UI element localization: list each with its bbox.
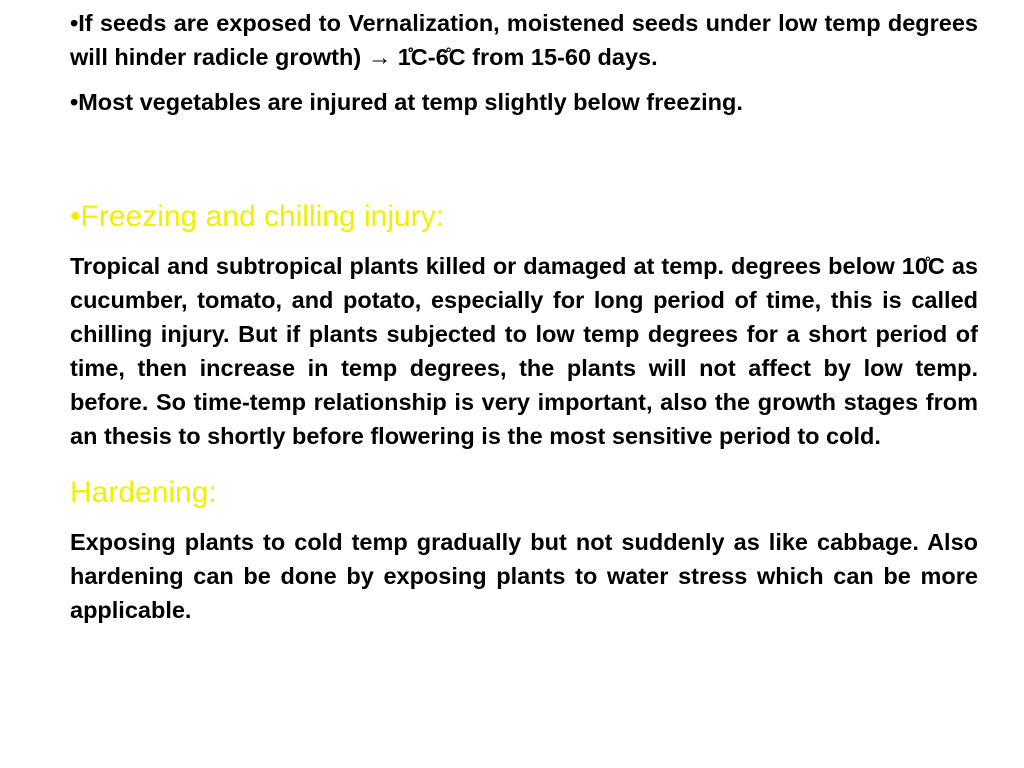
bullet-icon: •	[70, 10, 79, 36]
hardening-paragraph: Exposing plants to cold temp gradually but not suddenly as like cabbage. Also hardening can be done by exposing plants to water stress which can be more applicable.	[70, 529, 978, 623]
bullet-vernalization-text: If seeds are exposed to Vernalization, moistened seeds under low temp degrees will hinder radicle growth) → 1̊̊̊C-6̊C from 15-60 days.	[70, 10, 978, 70]
slide-content	[70, 6, 978, 627]
bullet-freezing-injury-text: Most vegetables are injured at temp slightly below freezing.	[78, 89, 743, 115]
bullet-icon: •	[70, 89, 79, 115]
bullet-freezing-injury	[70, 85, 978, 119]
bullet-icon: •	[70, 200, 81, 233]
chilling-injury-paragraph: Tropical and subtropical plants killed or damaged at temp. degrees below 10̊C as cucumber, tomato, and potato, especially for long period of time, this is called chilling injury. But if plants subjected to low temp degrees for a short period of time, then increase in temp degrees, the plants will not affect by low temp. before. So time-temp relationship is very important, also the growth stages from an thesis to shortly before flowering is the most sensitive period to cold.	[70, 253, 978, 449]
bullet-vernalization	[70, 6, 978, 74]
heading-freezing-chilling-text: Freezing and chilling injury:	[80, 200, 445, 233]
heading-freezing-chilling	[70, 199, 978, 235]
heading-hardening: Hardening:	[70, 476, 217, 509]
